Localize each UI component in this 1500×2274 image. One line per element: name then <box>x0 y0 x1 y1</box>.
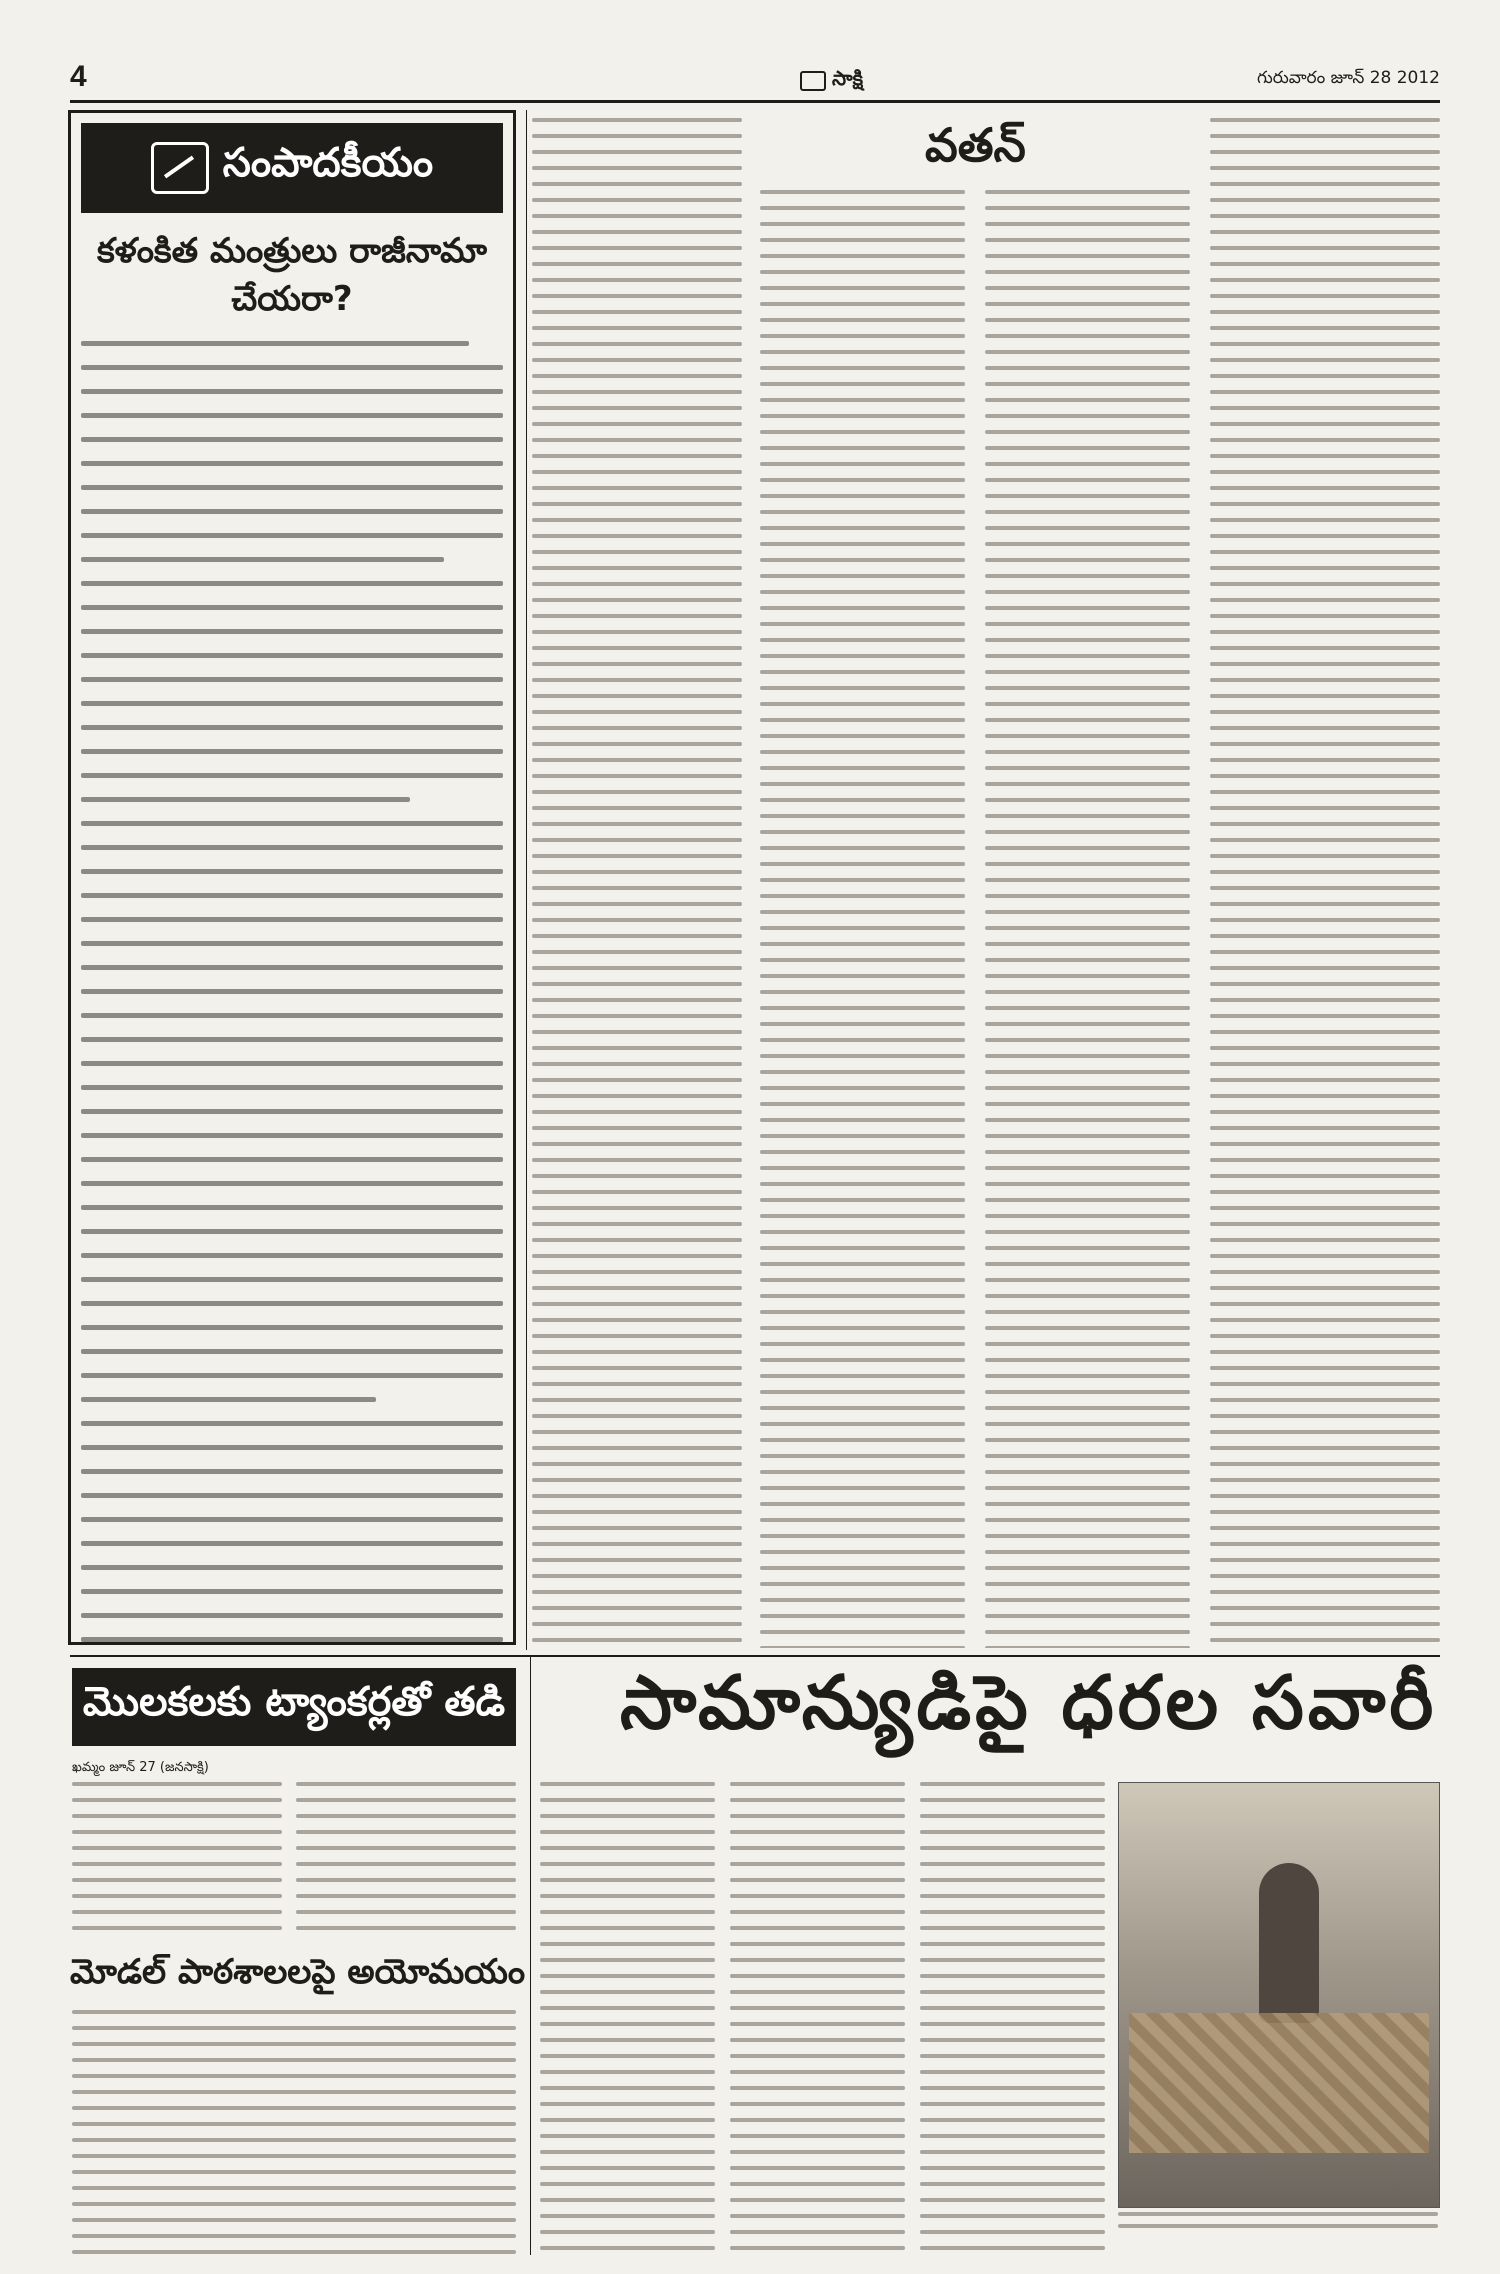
photo-person <box>1259 1863 1319 2023</box>
price-story-col-2 <box>730 1782 905 2262</box>
editorial-body <box>81 341 503 1642</box>
tanker-story-col-1 <box>72 1782 282 1942</box>
photo-produce <box>1129 2013 1429 2153</box>
brand-name: సాక్షి <box>832 66 864 90</box>
article-column-4 <box>1210 118 1440 1648</box>
brand-logo <box>800 66 863 95</box>
model-school-body <box>72 2010 516 2260</box>
section-divider <box>70 1655 1440 1657</box>
column-heading: వతన్ <box>925 118 1026 172</box>
pen-icon <box>151 142 209 194</box>
market-photo <box>1118 1782 1440 2208</box>
page-number: 4 <box>70 60 87 93</box>
column-rule <box>530 1655 531 2255</box>
column-rule <box>526 110 527 1650</box>
article-column-1 <box>532 118 742 1648</box>
model-school-headline: మోడల్ పాఠశాలలపై అయోమయం <box>70 1952 526 1992</box>
price-story-headline: సామాన్యుడిపై ధరల సవారీ <box>620 1660 1438 1746</box>
photo-caption-lines <box>1118 2212 1438 2236</box>
article-column-2 <box>760 190 965 1648</box>
editorial-headline: కళంకిత మంత్రులు రాజీనామా చేయరా? <box>97 231 487 319</box>
newspaper-icon <box>800 71 826 91</box>
tanker-story-banner: మొలకలకు ట్యాంకర్లతో తడి <box>72 1668 516 1746</box>
tanker-story-col-2 <box>296 1782 516 1942</box>
editorial-box <box>68 110 516 1645</box>
article-column-3 <box>985 190 1190 1648</box>
editorial-banner <box>81 123 503 213</box>
price-story-col-1 <box>540 1782 715 2262</box>
issue-date: గురువారం జూన్ 28 2012 <box>1256 68 1440 88</box>
editorial-label: సంపాదకీయం <box>222 140 434 186</box>
tanker-story-dateline: ఖమ్మం జూన్ 27 (జనసాక్షి) <box>72 1760 209 1775</box>
masthead <box>70 60 1440 103</box>
price-story-col-3 <box>920 1782 1105 2262</box>
